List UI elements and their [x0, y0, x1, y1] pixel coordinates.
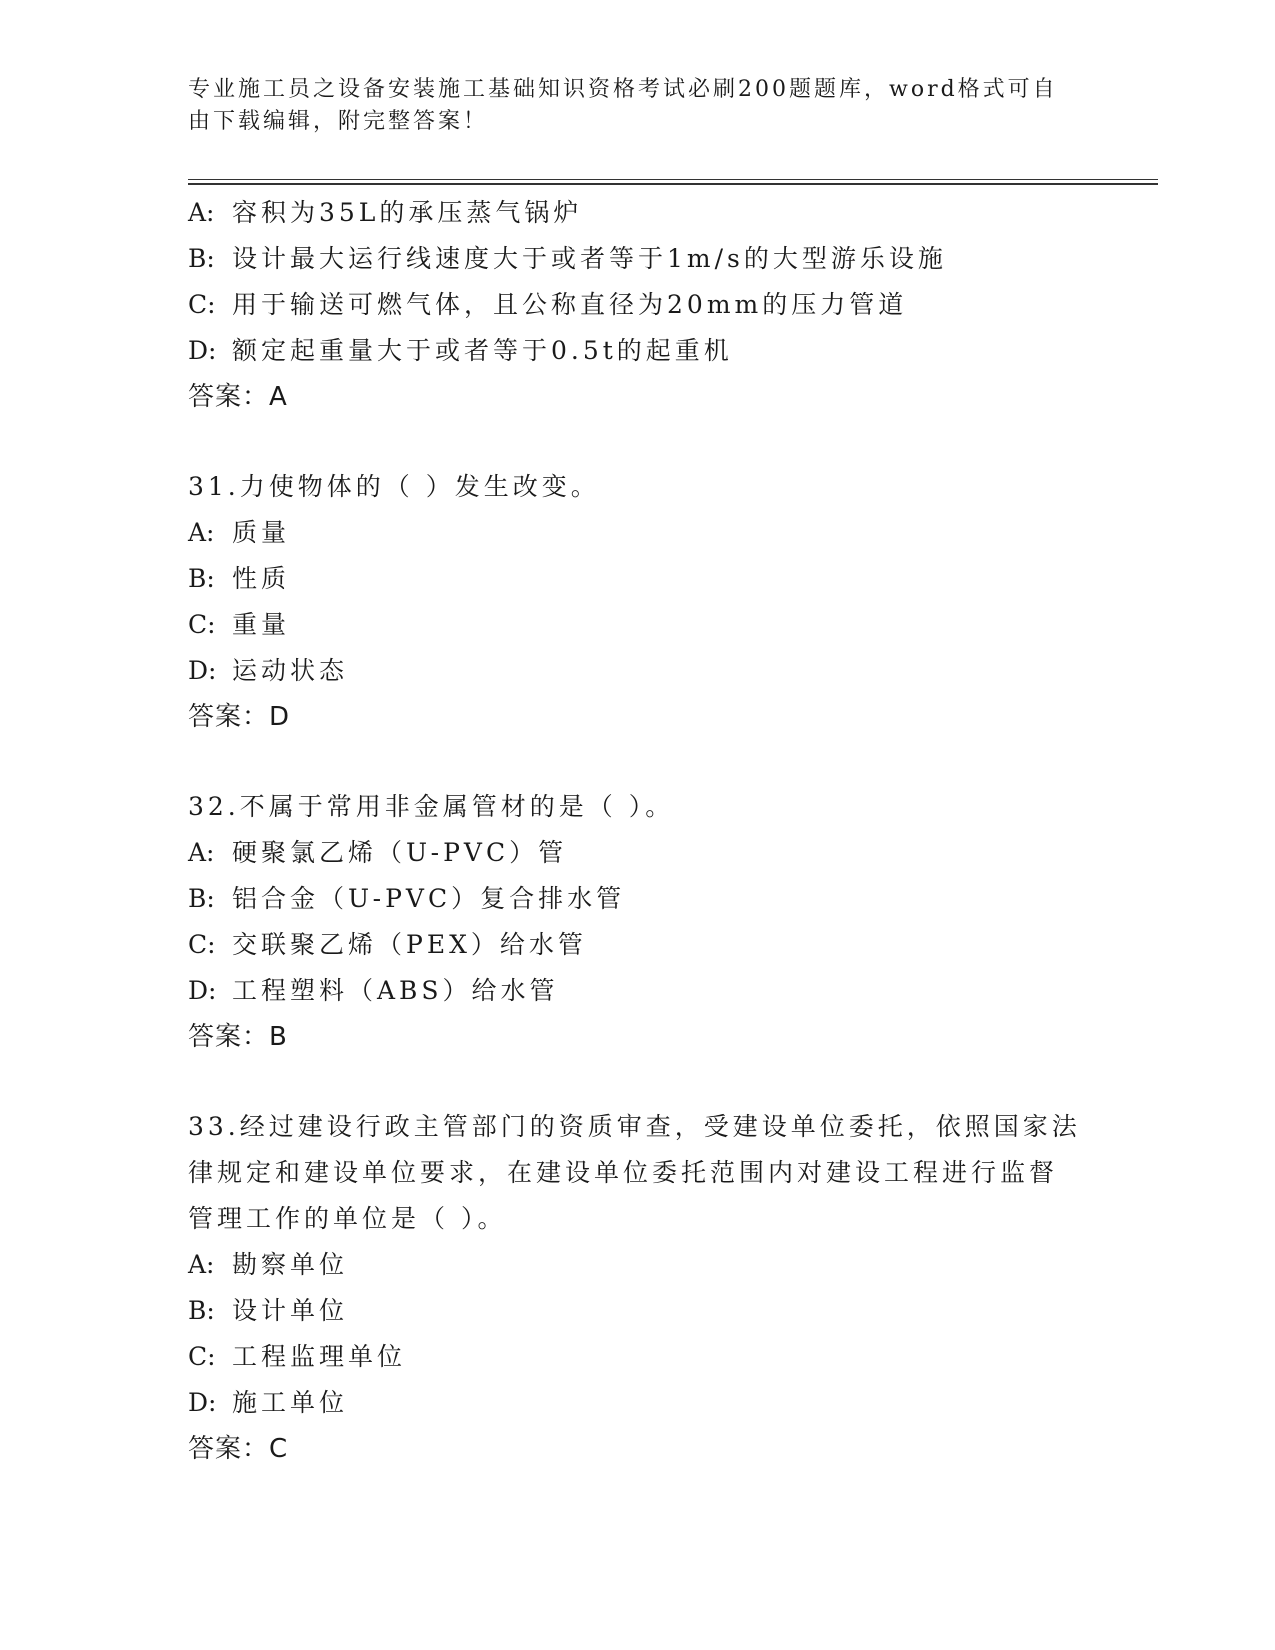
- question-stem-line: 管理工作的单位是（ ）。: [188, 1204, 507, 1233]
- option-letter: B:: [188, 244, 215, 273]
- option-letter: D:: [188, 1388, 217, 1417]
- option-letter: A:: [188, 838, 215, 867]
- option-text: 工程监理单位: [232, 1342, 407, 1371]
- option-text: 施工单位: [232, 1388, 349, 1417]
- option-letter: C:: [188, 610, 216, 639]
- option-d: [188, 328, 1088, 374]
- option-a: [188, 1242, 1088, 1288]
- option-d: [188, 1380, 1088, 1426]
- option-letter: C:: [188, 1342, 216, 1371]
- option-text: 质量: [232, 518, 291, 547]
- option-c: [188, 1334, 1088, 1380]
- option-text: 额定起重量大于或者等于0.5t的起重机: [232, 336, 733, 365]
- option-b: [188, 236, 1088, 282]
- option-b: [188, 876, 1088, 922]
- option-text: 铝合金（U-PVC）复合排水管: [232, 884, 626, 913]
- option-b: [188, 556, 1088, 602]
- question-stem-line: 律规定和建设单位要求，在建设单位委托范围内对建设工程进行监督: [188, 1158, 1059, 1187]
- spacer: [188, 740, 1088, 784]
- option-text: 用于输送可燃气体，且公称直径为20mm的压力管道: [232, 290, 908, 319]
- option-text: 硬聚氯乙烯（U-PVC）管: [232, 838, 568, 867]
- spacer: [188, 1060, 1088, 1104]
- option-text: 工程塑料（ABS）给水管: [232, 976, 559, 1005]
- question-block: [188, 784, 1088, 1060]
- option-text: 运动状态: [232, 656, 349, 685]
- answer-line: 答案：B: [188, 1022, 288, 1052]
- option-letter: D:: [188, 976, 217, 1005]
- option-letter: B:: [188, 884, 215, 913]
- option-letter: D:: [188, 336, 217, 365]
- option-b: [188, 1288, 1088, 1334]
- option-letter: A:: [188, 518, 215, 547]
- option-c: [188, 922, 1088, 968]
- option-a: [188, 190, 1088, 236]
- question-block: [188, 464, 1088, 740]
- answer-line: 答案：C: [188, 1434, 289, 1464]
- option-letter: B:: [188, 564, 215, 593]
- header-divider-thin: [188, 179, 1158, 180]
- option-letter: D:: [188, 656, 217, 685]
- option-d: [188, 968, 1088, 1014]
- option-text: 设计单位: [232, 1296, 349, 1325]
- option-d: [188, 648, 1088, 694]
- option-letter: C:: [188, 930, 216, 959]
- question-block: [188, 190, 1088, 420]
- option-c: [188, 602, 1088, 648]
- question-stem: 31.力使物体的（ ）发生改变。: [188, 472, 600, 501]
- document-header: 专业施工员之设备安装施工基础知识资格考试必刷200题题库，word格式可自由下载编辑，附完整答案！: [188, 77, 1058, 134]
- option-text: 设计最大运行线速度大于或者等于1m/s的大型游乐设施: [232, 244, 947, 273]
- option-letter: A:: [188, 198, 215, 227]
- spacer: [188, 420, 1088, 464]
- answer-line: 答案：A: [188, 382, 288, 412]
- answer-line: 答案：D: [188, 702, 291, 732]
- option-a: [188, 510, 1088, 556]
- header-divider-thick: [188, 183, 1158, 185]
- question-block: [188, 1104, 1088, 1472]
- option-text: 交联聚乙烯（PEX）给水管: [232, 930, 587, 959]
- question-list: [188, 190, 1088, 1472]
- option-letter: C:: [188, 290, 216, 319]
- option-text: 容积为35L的承压蒸气锅炉: [232, 198, 583, 227]
- option-letter: A:: [188, 1250, 215, 1279]
- option-text: 性质: [232, 564, 291, 593]
- question-stem-line: 33.经过建设行政主管部门的资质审查，受建设单位委托，依照国家法: [188, 1112, 1081, 1141]
- option-a: [188, 830, 1088, 876]
- option-text: 重量: [232, 610, 291, 639]
- option-text: 勘察单位: [232, 1250, 349, 1279]
- option-c: [188, 282, 1088, 328]
- option-letter: B:: [188, 1296, 215, 1325]
- question-stem: 32.不属于常用非金属管材的是（ ）。: [188, 792, 675, 821]
